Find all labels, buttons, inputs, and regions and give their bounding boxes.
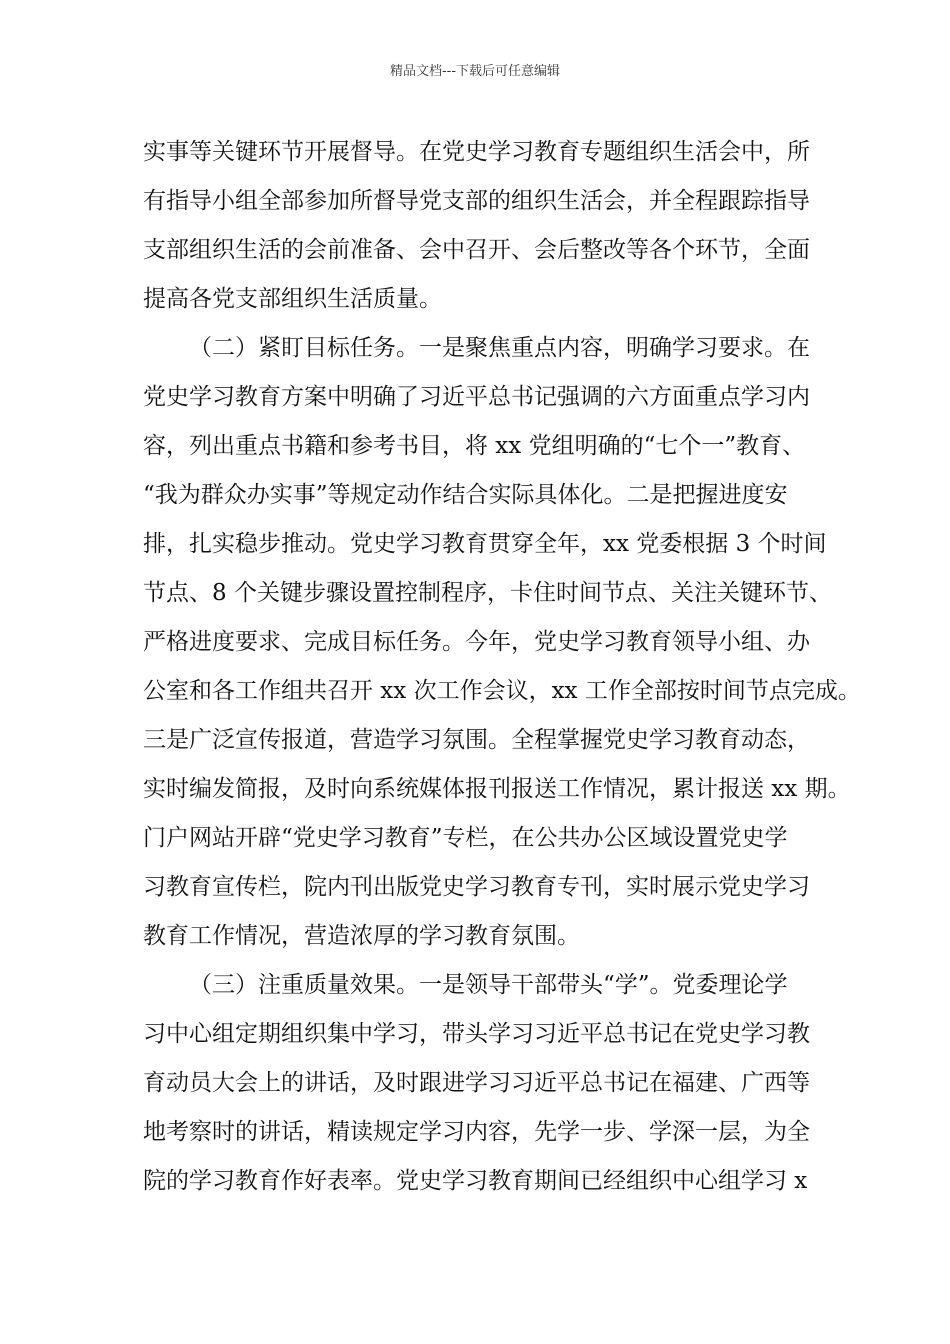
text-line: 容，列出重点书籍和参考书目，将 xx 党组明确的“七个一”教育、 bbox=[143, 433, 806, 459]
text-line: 实时编发简报，及时向系统媒体报刊报送工作情况，累计报送 xx 期。 bbox=[143, 776, 851, 802]
text-line: 习中心组定期组织集中学习，带头学习习近平总书记在党史学习教 bbox=[143, 1021, 810, 1047]
text-line: （二）紧盯目标任务。一是聚焦重点内容，明确学习要求。在 bbox=[189, 335, 810, 361]
text-line: “我为群众办实事”等规定动作结合实际具体化。二是把握进度安 bbox=[143, 482, 788, 508]
text-line: 育动员大会上的讲话，及时跟进学习习近平总书记在福建、广西等 bbox=[143, 1070, 810, 1096]
text-line: 实事等关键环节开展督导。在党史学习教育专题组织生活会中，所 bbox=[143, 139, 810, 165]
page-header: 精品文档---下载后可任意编辑 bbox=[389, 64, 561, 79]
text-line: 三是广泛宣传报道，营造学习氛围。全程掌握党史学习教育动态， bbox=[143, 727, 810, 753]
text-line: 公室和各工作组共召开 xx 次工作会议，xx 工作全部按时间节点完成。 bbox=[143, 678, 861, 704]
text-line: 门户网站开辟“党史学习教育”专栏，在公共办公区域设置党史学 bbox=[143, 825, 788, 851]
text-line: 党史学习教育方案中明确了习近平总书记强调的六方面重点学习内 bbox=[143, 384, 810, 410]
text-line: 习教育宣传栏，院内刊出版党史学习教育专刊，实时展示党史学习 bbox=[143, 874, 810, 900]
text-line: 节点、8 个关键步骤设置控制程序，卡住时间节点、关注关键环节、 bbox=[143, 580, 832, 606]
text-line: 院的学习教育作好表率。党史学习教育期间已经组织中心组学习 x bbox=[143, 1168, 808, 1194]
document-body bbox=[143, 128, 861, 1206]
text-line: 严格进度要求、完成目标任务。今年，党史学习教育领导小组、办 bbox=[143, 629, 810, 655]
text-line: 地考察时的讲话，精读规定学习内容，先学一步、学深一层，为全 bbox=[143, 1119, 810, 1145]
text-line: 有指导小组全部参加所督导党支部的组织生活会，并全程跟踪指导 bbox=[143, 188, 810, 214]
text-line: 教育工作情况，营造浓厚的学习教育氛围。 bbox=[143, 923, 580, 949]
text-line: 排，扎实稳步推动。党史学习教育贯穿全年，xx 党委根据 3 个时间 bbox=[143, 531, 827, 557]
text-line: 支部组织生活的会前准备、会中召开、会后整改等各个环节，全面 bbox=[143, 237, 810, 263]
text-line: （三）注重质量效果。一是领导干部带头“学”。党委理论学 bbox=[189, 972, 788, 998]
text-line: 提高各党支部组织生活质量。 bbox=[143, 286, 442, 312]
